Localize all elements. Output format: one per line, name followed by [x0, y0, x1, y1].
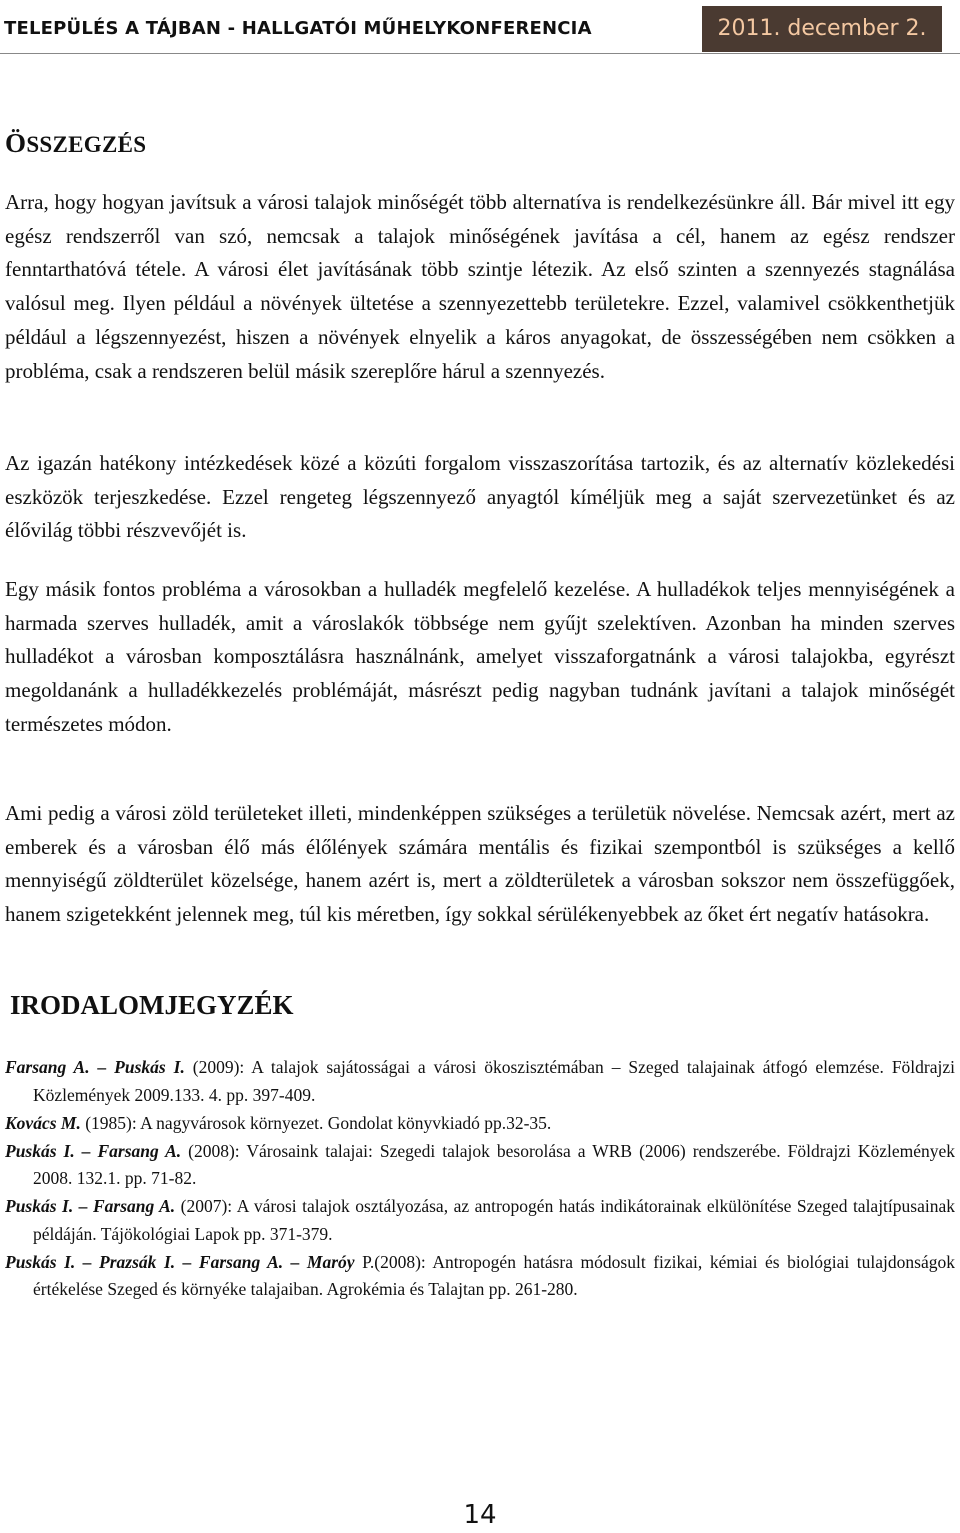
- bibliography-heading: IRODALOMJEGYZÉK: [10, 990, 294, 1020]
- paragraph-text: Egy másik fontos probléma a városokban a hulladék megfelelő kezelése. A hulladékok teljes mennyiségének a harmada szerves hulladék, amit a városlakók többsége nem gyűjt szelektíven. Azonban ha minden szerves hulladékot a városban komposztálásra használnánk, amelyet visszaforgatnánk a városi talajokba, egyrészt megoldanánk a hulladékkezelés problémáját, másrészt pedig nagyban tudnánk javítani a talajok minőségét természetes módon.: [5, 577, 955, 736]
- reference-authors: Farsang A. – Puskás I.: [5, 1057, 185, 1077]
- conference-date-badge: 2011. december 2.: [702, 6, 942, 52]
- reference-authors: Puskás I. – Farsang A.: [5, 1196, 176, 1216]
- reference-item: [5, 1110, 955, 1138]
- paragraph-text: Arra, hogy hogyan javítsuk a városi talajok minőségét több alternatíva is rendelkezésünkre áll. Bár mivel itt egy egész rendszerről van szó, nemcsak a talajok minőségének javítása a cél, hanem az egész rendszer fenntarthatóvá tétele. A városi élet javításának több szintje létezik. Az első szinten a szennyezés stagnálása valósul meg. Ilyen például a növények ültetése a szennyezettebb területekre. Ezzel, valamivel csökkenthetjük például a légszennyezést, hiszen a növények elnyelik a káros anyagokat, de összességében nem csökken a probléma, csak a rendszeren belül másik szereplőre hárul a szennyezés.: [5, 190, 955, 383]
- header-divider: [0, 53, 960, 54]
- reference-details: (2009): A talajok sajátosságai a városi ökoszisztémában – Szeged talajainak átfogó elemzése. Földrajzi Közlemények 2009.133. 4. pp. 397-409.: [33, 1057, 956, 1105]
- summary-paragraph: [5, 573, 955, 742]
- summary-heading: ÖSSZEGZÉS: [5, 128, 147, 158]
- reference-list: [5, 1054, 955, 1304]
- reference-item: [5, 1193, 955, 1248]
- summary-paragraph: [5, 797, 955, 932]
- reference-item: [5, 1138, 955, 1193]
- reference-item: [5, 1054, 955, 1109]
- summary-paragraph: [5, 186, 955, 388]
- reference-authors: Puskás I. – Prazsák I. – Farsang A. – Maróy: [5, 1251, 355, 1272]
- conference-title: TELEPÜLÉS A TÁJBAN - HALLGATÓI MŰHELYKONFERENCIA: [4, 18, 592, 39]
- paragraph-text: Ami pedig a városi zöld területeket illeti, mindenképpen szükséges a területük növelése. Nemcsak azért, mert az emberek és a városban élő más élőlények számára mentális és fizikai szempontból is szükséges a kellő mennyiségű zöldterület közelsége, hanem azért is, mert a zöldterületek a városban sokszor nem összefüggőek, hanem szigetekként jelennek meg, túl kis méretben, így sokkal sérülékenyebbek az őket ért negatív hatásokra.: [5, 801, 955, 927]
- reference-details: (2007): A városi talajok osztályozása, az antropogén hatás indikátorainak elkülönítése Szeged talajtípusainak példáján. Tájökológiai Lapok pp. 371-379.: [33, 1196, 955, 1244]
- reference-authors: Kovács M.: [5, 1112, 81, 1133]
- summary-paragraph: [5, 447, 955, 548]
- reference-authors: Puskás I. – Farsang A.: [5, 1140, 182, 1161]
- page-number: 14: [463, 1500, 497, 1530]
- paragraph-text: Az igazán hatékony intézkedések közé a közúti forgalom visszaszorítása tartozik, és az alternatív közlekedési eszközök terjeszkedése. Ezzel rengeteg légszennyező anyagtól kíméljük meg a saját szervezetünket és az élővilág többi részvevőjét is.: [5, 451, 955, 543]
- reference-details: (2008): Városaink talajai: Szegedi talajok besorolása a WRB (2006) rendszerébe. Földrajzi Közlemények 2008. 132.1. pp. 71-82.: [33, 1140, 956, 1188]
- page-header: [0, 0, 960, 56]
- reference-item: [5, 1249, 955, 1304]
- reference-details: (1985): A nagyvárosok környezet. Gondolat könyvkiadó pp.32-35.: [80, 1112, 552, 1133]
- reference-details: P.(2008): Antropogén hatásra módosult fizikai, kémiai és biológiai tulajdonságok értékelése Szeged és környéke talajaiban. Agrokémia és Talajtan pp. 261-280.: [33, 1251, 955, 1299]
